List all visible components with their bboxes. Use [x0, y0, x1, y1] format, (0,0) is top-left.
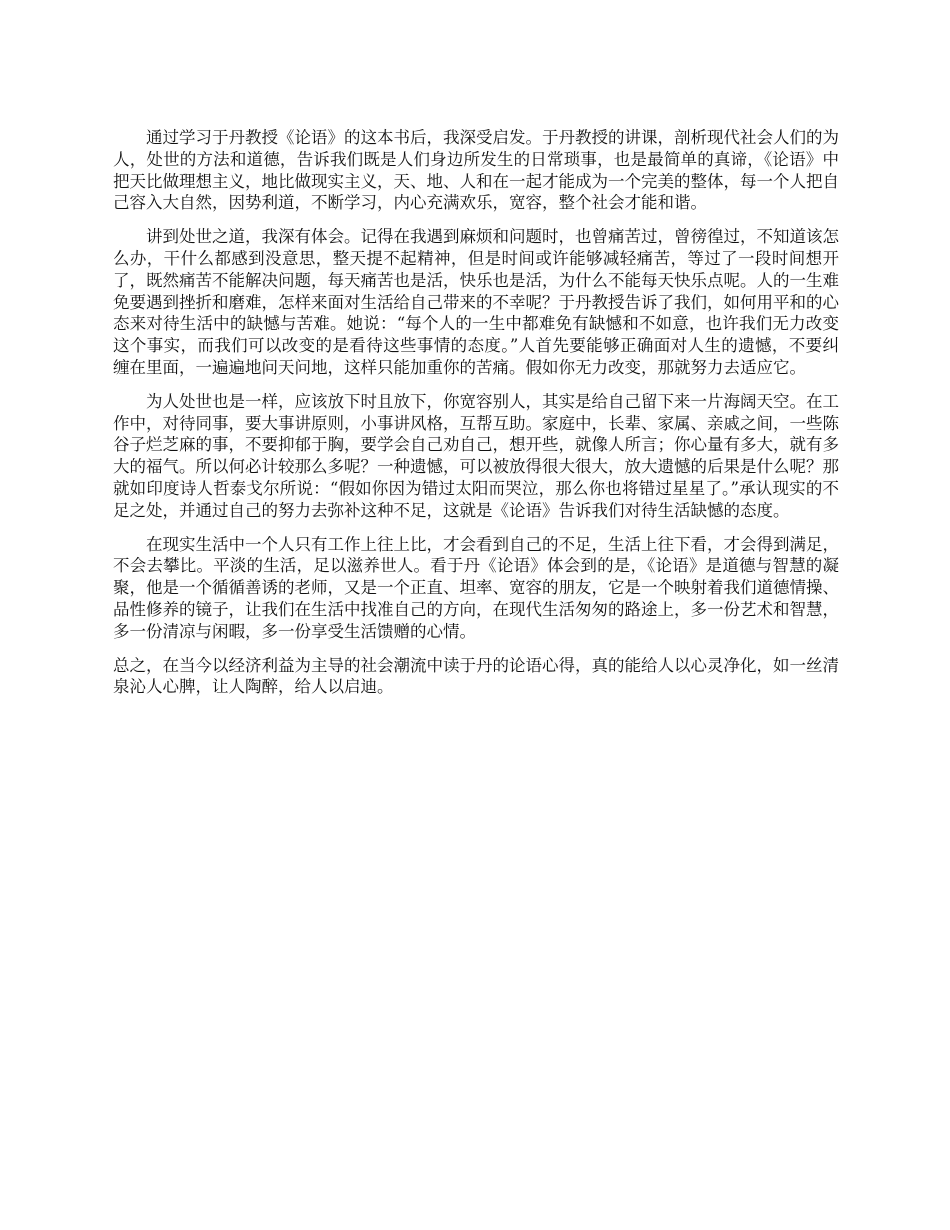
document-body [113, 127, 839, 710]
paragraph-2: 讲到处世之道，我深有体会。记得在我遇到麻烦和问题时，也曾痛苦过，曾徬徨过，不知道该怎么办，干什么都感到没意思，整天提不起精神，但是时间或许能够减轻痛苦，等过了一段时间想开了，既然痛苦不能解决问题，每天痛苦也是活，快乐也是活，为什么不能每天快乐点呢。人的一生难免要遇到挫折和磨难，怎样来面对生活给自己带来的不幸呢？于丹教授告诉了我们，如何用平和的心态来对待生活中的缺憾与苦难。她说：“每个人的一生中都难免有缺憾和不如意，也许我们无力改变这个事实，而我们可以改变的是看待这些事情的态度。”人首先要能够正确面对人生的遗憾，不要纠缠在里面，一遍遍地问天问地，这样只能加重你的苦痛。假如你无力改变，那就努力去适应它。 [113, 227, 839, 377]
paragraph-3: 为人处世也是一样，应该放下时且放下，你宽容别人，其实是给自己留下来一片海阔天空。在工作中，对待同事，要大事讲原则，小事讲风格，互帮互助。家庭中，长辈、家属、亲戚之间，一些陈谷子烂芝麻的事，不要抑郁于胸，要学会自己劝自己，想开些，就像人所言；你心量有多大，就有多大的福气。所以何必计较那么多呢？一种遗憾，可以被放得很大很大，放大遗憾的后果是什么呢？那就如印度诗人哲泰戈尔所说：“假如你因为错过太阳而哭泣，那么你也将错过星星了。”承认现实的不足之处，并通过自己的努力去弥补这种不足，这就是《论语》告诉我们对待生活缺憾的态度。 [113, 391, 839, 520]
paragraph-5: 总之，在当今以经济利益为主导的社会潮流中读于丹的论语心得，真的能给人以心灵净化，如一丝清泉沁人心脾，让人陶醉，给人以启迪。 [113, 655, 839, 697]
paragraph-1: 通过学习于丹教授《论语》的这本书后，我深受启发。于丹教授的讲课，剖析现代社会人们的为人，处世的方法和道德，告诉我们既是人们身边所发生的日常琐事，也是最简单的真谛，《论语》中把天比做理想主义，地比做现实主义，天、地、人和在一起才能成为一个完美的整体，每一个人把自己容入大自然，因势利道，不断学习，内心充满欢乐，宽容，整个社会才能和谐。 [113, 128, 839, 213]
paragraph-4: 在现实生活中一个人只有工作上往上比，才会看到自己的不足，生活上往下看，才会得到满足，不会去攀比。平淡的生活，足以滋养世人。看于丹《论语》体会到的是，《论语》是道德与智慧的凝聚，他是一个循循善诱的老师，又是一个正直、坦率、宽容的朋友，它是一个映射着我们道德情操、品性修养的镜子，让我们在生活中找准自己的方向，在现代生活匆匆的路途上，多一份艺术和智慧，多一份清凉与闲暇，多一份享受生活馈赠的心情。 [113, 534, 839, 641]
